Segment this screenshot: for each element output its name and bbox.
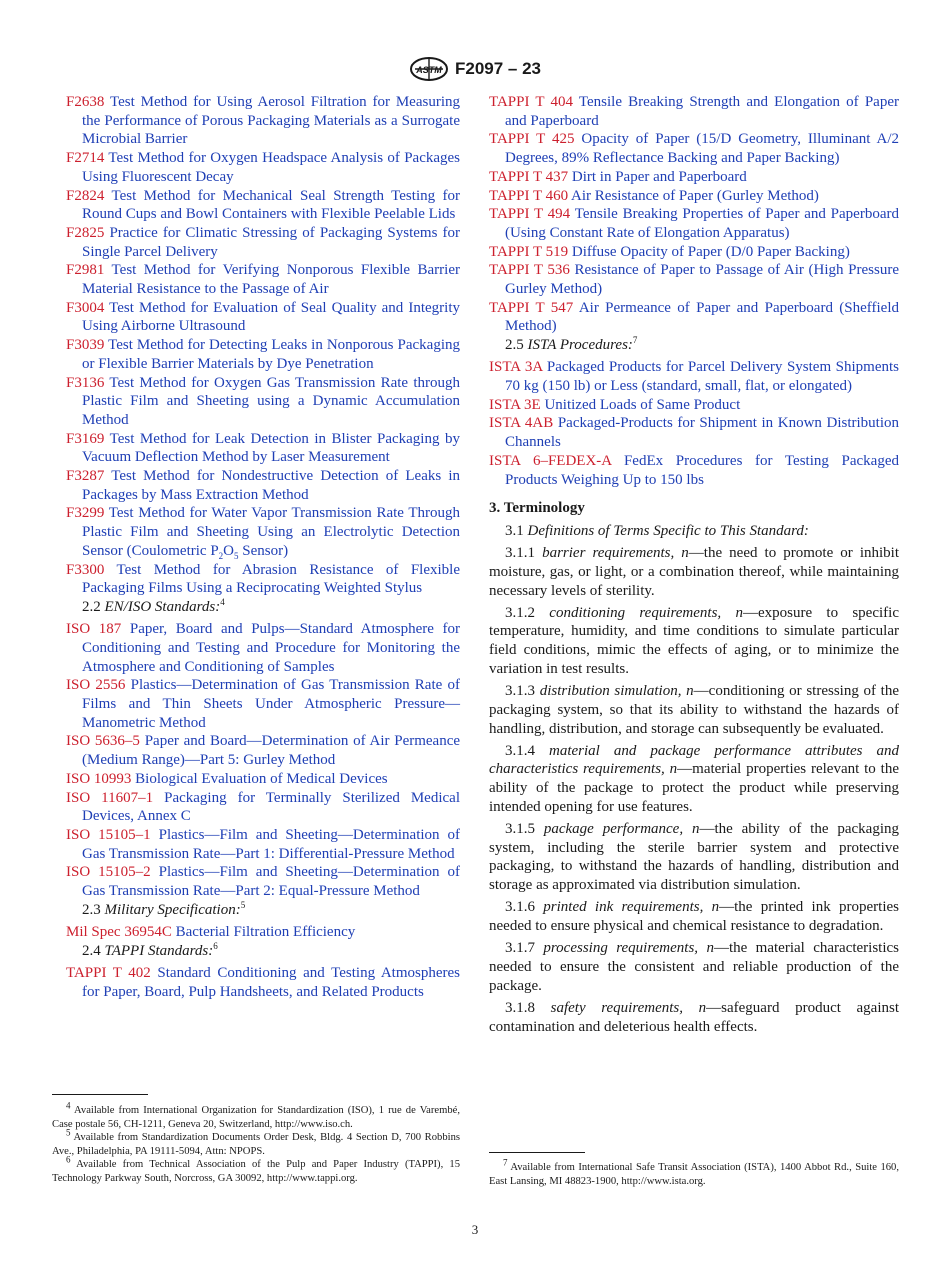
reference-entry[interactable]: [489, 187, 899, 206]
term-definition: [489, 820, 899, 895]
astm-reference-list: [66, 561, 460, 598]
reference-title[interactable]: Test Method for Verifying Nonporous Flexible Barrier Material Resistance to the Passage of Air: [82, 262, 460, 298]
reference-entry[interactable]: [66, 770, 460, 789]
reference-title[interactable]: Test Method for Using Aerosol Filtration for Measuring the Performance of Porous Packaging Materials as a Surrogate Microbial Barrier: [82, 94, 460, 148]
reference-title[interactable]: Plastics—Film and Sheeting—Determination of Gas Transmission Rate—Part 1: Differential-Pressure Method: [82, 826, 461, 862]
reference-entry[interactable]: [66, 224, 460, 261]
term-name: package performance, n: [543, 821, 700, 838]
footnotes-left: [52, 1100, 460, 1185]
term-text: —the ability of the packaging system, including the sterile barrier system and protective packaging, to withstand the hazards of handling, distribution and storage as approximated via distribution simulation.: [489, 821, 899, 894]
term-name: barrier requirements, n: [542, 545, 689, 562]
term-number: 3.1.5: [505, 821, 535, 838]
reference-title[interactable]: Test Method for Abrasion Resistance of Flexible Packaging Films Using a Reciprocating Weighted Stylus: [82, 561, 460, 597]
reference-title[interactable]: Test Method for Evaluation of Seal Quality and Integrity Using Airborne Ultrasound: [82, 299, 460, 335]
reference-entry[interactable]: [489, 452, 899, 489]
reference-title[interactable]: FedEx Procedures for Testing Packaged Products Weighing Up to 150 lbs: [505, 452, 900, 488]
term-text: —the printed ink properties needed to ensure physical and chemical resistance to degradation.: [489, 899, 899, 935]
svg-text:ASTM: ASTM: [416, 65, 442, 75]
reference-entry[interactable]: [489, 261, 899, 298]
reference-code[interactable]: TAPPI T 547: [489, 299, 574, 316]
reference-entry[interactable]: [66, 149, 460, 186]
mil-reference-list: [66, 923, 460, 942]
section-2-3-heading: 2.3 Military Specification:$^5$: [82, 899, 246, 918]
reference-code[interactable]: ISTA 4AB: [489, 415, 554, 432]
reference-code[interactable]: F3169: [66, 430, 105, 447]
reference-title[interactable]: Packaged Products for Parcel Delivery System Shipments 70 kg (150 lb) or Less (standard, small, flat, or elongated): [505, 359, 899, 395]
term-name: printed ink requirements, n: [543, 899, 720, 916]
term-text: —safeguard product against contamination and deleterious health effects.: [489, 999, 900, 1035]
astm-reference-list: [66, 93, 460, 504]
reference-title[interactable]: Paper, Board and Pulps—Standard Atmosphere for Conditioning and Testing and Procedure for Monitoring the Atmosphere and Conditioning of Samples: [82, 621, 461, 675]
term-number: 3.1.6: [505, 899, 535, 916]
reference-entry[interactable]: [489, 396, 899, 415]
reference-code[interactable]: F3039: [66, 337, 105, 354]
reference-entry[interactable]: [66, 676, 460, 732]
reference-title[interactable]: Dirt in Paper and Paperboard: [571, 168, 747, 185]
reference-code[interactable]: ISO 11607–1: [66, 789, 154, 806]
reference-entry[interactable]: [66, 299, 460, 336]
reference-code[interactable]: F2981: [66, 262, 105, 279]
reference-entry[interactable]: [66, 732, 460, 769]
term-number: 3.1.2: [505, 604, 535, 621]
reference-code[interactable]: TAPPI T 460: [489, 187, 569, 204]
footnote-text: Available from Standardization Documents Order Desk, Bldg. 4 Section D, 700 Robbins Ave., Philadelphia, PA 19111-5094, Attn: NPOPS.: [52, 1132, 460, 1157]
reference-entry[interactable]: [66, 430, 460, 467]
reference-entry[interactable]: [66, 923, 460, 942]
reference-code[interactable]: Mil Spec 36954C: [66, 923, 172, 940]
reference-title[interactable]: Unitized Loads of Same Product: [544, 396, 741, 413]
reference-code[interactable]: ISTA 3A: [489, 359, 543, 376]
footnotes-right: [489, 1157, 899, 1188]
reference-code[interactable]: F3004: [66, 299, 105, 316]
reference-title[interactable]: Packaged-Products for Shipment in Known Distribution Channels: [505, 415, 899, 451]
reference-code[interactable]: ISO 5636–5: [66, 733, 140, 750]
reference-code[interactable]: TAPPI T 402: [66, 964, 151, 981]
reference-title[interactable]: Bacterial Filtration Efficiency: [175, 923, 356, 940]
term-number: 3.1.7: [505, 940, 535, 957]
term-name: safety requirements, n: [550, 999, 707, 1016]
reference-code[interactable]: TAPPI T 404: [489, 94, 573, 110]
term-definition: [489, 544, 899, 600]
footnote-text: Available from International Safe Transit Association (ISTA), 1400 Abbot Rd., Suite 160, East Lansing, MI 48823-1900, http://www.ista.org.: [489, 1162, 899, 1187]
term-number: 3.1.1: [505, 545, 535, 562]
reference-title[interactable]: Test Method for Mechanical Seal Strength Testing for Round Cups and Bowl Containers with Flexible Peelable Lids: [82, 187, 460, 223]
reference-code[interactable]: F2714: [66, 150, 105, 167]
term-number: 3.1.4: [505, 742, 535, 759]
reference-title[interactable]: Resistance of Paper to Passage of Air (High Pressure Gurley Method): [505, 262, 899, 298]
term-definition: [489, 742, 899, 817]
reference-code[interactable]: ISO 2556: [66, 677, 126, 694]
section-2-5-heading: 2.5 ISTA Procedures:$^7$: [505, 335, 638, 354]
reference-code[interactable]: ISO 15105–1: [66, 826, 151, 843]
reference-title[interactable]: Test Method for Water Vapor Transmission Rate Through Plastic Film and Sheeting Using an Electrolytic Detection Sensor (Coulometric $P_2O_5$ Sensor): [82, 505, 460, 561]
reference-entry[interactable]: [66, 826, 460, 863]
reference-title[interactable]: Air Resistance of Paper (Gurley Method): [571, 187, 819, 204]
reference-code[interactable]: F3299: [66, 505, 105, 522]
reference-entry[interactable]: [66, 863, 460, 900]
reference-entry[interactable]: [489, 130, 899, 167]
reference-entry[interactable]: [489, 93, 899, 130]
reference-entry[interactable]: [66, 93, 460, 149]
reference-title[interactable]: Test Method for Nondestructive Detection of Leaks in Packages by Mass Extraction Method: [82, 468, 461, 503]
footnote-text: Available from Technical Association of the Pulp and Paper Industry (TAPPI), 15 Technology Parkway South, Norcross, GA 30092, http://www.tappi.org.: [52, 1159, 460, 1184]
term-name: material and package performance attributes and characteristics requirements, n: [489, 742, 899, 778]
term-text: —the need to promote or inhibit moisture, gas, or light, or a combination thereof, while maintaining necessary levels of sterility.: [489, 545, 900, 599]
term-text: —exposure to specific temperature, humidity, and time conditions to simulate particular field conditions, mimic the effects of aging, or to minimize the variation in test results.: [489, 604, 899, 677]
reference-title[interactable]: Biological Evaluation of Medical Devices: [135, 770, 388, 787]
reference-title[interactable]: Diffuse Opacity of Paper (D/0 Paper Backing): [571, 243, 850, 260]
reference-entry[interactable]: [66, 504, 460, 560]
iso-reference-list: [66, 620, 460, 901]
reference-code[interactable]: ISO 15105–2: [66, 864, 151, 881]
reference-title[interactable]: Tensile Breaking Properties of Paper and Paperboard (Using Constant Rate of Elongation Apparatus): [505, 206, 899, 241]
reference-entry[interactable]: [489, 243, 899, 262]
page-header: [0, 56, 950, 82]
reference-title[interactable]: Paper and Board—Determination of Air Permeance (Medium Range)—Part 5: Gurley Method: [82, 733, 461, 769]
footnote: [489, 1157, 899, 1188]
term-text: —material properties relevant to the ability of the package to protect the product while preserving intended opening for use features.: [489, 761, 899, 815]
reference-entry[interactable]: [66, 789, 460, 826]
reference-code[interactable]: F2825: [66, 224, 105, 241]
reference-code[interactable]: F2824: [66, 187, 105, 204]
reference-code[interactable]: TAPPI T 536: [489, 262, 570, 279]
reference-title[interactable]: Practice for Climatic Stressing of Packaging Systems for Single Parcel Delivery: [82, 224, 461, 260]
reference-code[interactable]: F3136: [66, 374, 105, 391]
reference-title[interactable]: Test Method for Detecting Leaks in Nonporous Packaging or Flexible Barrier Materials by Dye Penetration: [82, 337, 461, 372]
footnote: [52, 1154, 460, 1185]
reference-entry[interactable]: [66, 467, 460, 504]
term-name: distribution simulation, n: [539, 683, 694, 700]
left-column: [66, 93, 460, 1001]
reference-code[interactable]: F3287: [66, 468, 105, 485]
footnote: [52, 1127, 460, 1158]
reference-title[interactable]: Test Method for Oxygen Headspace Analysis of Packages Using Fluorescent Decay: [82, 150, 461, 185]
footnote: [52, 1100, 460, 1131]
reference-title[interactable]: Standard Conditioning and Testing Atmospheres for Paper, Board, Pulp Handsheets, and Related Products: [82, 964, 460, 1000]
section-2-4-heading: 2.4 TAPPI Standards:$^6$: [82, 940, 218, 959]
reference-entry[interactable]: [489, 358, 899, 395]
section-3-heading: 3. Terminology: [489, 500, 585, 517]
term-number: 3.1.8: [505, 999, 535, 1016]
reference-entry[interactable]: [489, 414, 899, 451]
reference-entry[interactable]: [66, 620, 460, 676]
reference-title[interactable]: Test Method for Leak Detection in Blister Packaging by Vacuum Deflection Method by Laser Measurement: [82, 430, 460, 466]
term-definition: [489, 898, 899, 935]
reference-entry[interactable]: [489, 205, 899, 242]
term-number: 3.1.3: [505, 683, 535, 700]
term-definition: [489, 939, 899, 995]
reference-entry[interactable]: [66, 964, 460, 1001]
term-definition: [489, 682, 899, 738]
reference-title[interactable]: Plastics—Film and Sheeting—Determination of Gas Transmission Rate—Part 2: Equal-Pressure Method: [82, 864, 461, 900]
reference-entry[interactable]: [489, 168, 899, 187]
reference-code[interactable]: TAPPI T 494: [489, 206, 571, 223]
terms-list: [489, 544, 899, 1036]
reference-title[interactable]: Plastics—Determination of Gas Transmission Rate of Films and Thin Sheets Under Atmospheric Pressure—Manometric Method: [82, 677, 461, 731]
reference-title[interactable]: Opacity of Paper (15/D Geometry, Illuminant A/2 Degrees, 89% Reflectance Backing and Paper Backing): [505, 131, 899, 167]
reference-title[interactable]: Test Method for Oxygen Gas Transmission Rate through Plastic Film and Sheeting using a Dynamic Accumulation Method: [82, 374, 460, 428]
reference-entry[interactable]: [66, 561, 460, 598]
reference-entry[interactable]: [66, 261, 460, 298]
term-name: conditioning requirements, n: [549, 604, 743, 621]
reference-code[interactable]: ISTA 3E: [489, 396, 541, 413]
reference-code[interactable]: ISO 187: [66, 621, 122, 638]
reference-title[interactable]: Tensile Breaking Strength and Elongation of Paper and Paperboard: [505, 94, 899, 129]
footnote-text: Available from International Organization for Standardization (ISO), 1 rue de Varembé, Case postale 56, CH-1211, Geneva 20, Switzerland, http://www.iso.ch.: [52, 1105, 460, 1130]
section-2-2-heading: 2.2 EN/ISO Standards:$^4$: [82, 596, 225, 615]
term-text: —the material characteristics needed to ensure the consistent and reliable production of the package.: [489, 940, 900, 994]
document-id: F2097 – 23: [454, 59, 541, 78]
reference-code[interactable]: TAPPI T 425: [489, 131, 575, 148]
footnote-number: 5: [66, 1127, 71, 1138]
reference-code[interactable]: F3300: [66, 561, 105, 578]
section-3-1-heading: 3.1 Definitions of Terms Specific to This Standard:: [505, 522, 809, 539]
footnote-number: 4: [66, 1100, 71, 1111]
page-number: 3: [471, 1222, 479, 1237]
reference-code[interactable]: TAPPI T 519: [489, 243, 569, 260]
reference-code[interactable]: ISO 10993: [66, 770, 132, 787]
right-column: [489, 93, 899, 1040]
astm-logo-icon: [409, 56, 449, 82]
reference-entry[interactable]: [489, 299, 899, 336]
term-text: —conditioning or stressing of the packaging system, so that its ability to withstand the hazards of handling, distribution, and storage can subsequently be evaluated.: [489, 683, 900, 737]
reference-entry[interactable]: [66, 374, 460, 430]
reference-entry[interactable]: [66, 336, 460, 373]
tappi-reference-list: [66, 964, 460, 1001]
footnote-number: 7: [503, 1157, 508, 1168]
term-definition: [489, 999, 899, 1036]
reference-code[interactable]: F2638: [66, 94, 105, 110]
reference-title[interactable]: Air Permeance of Paper and Paperboard (Sheffield Method): [505, 299, 899, 335]
footnote-number: 6: [66, 1154, 71, 1165]
tappi-reference-list: [489, 93, 899, 336]
ista-reference-list: [489, 358, 899, 489]
reference-code[interactable]: ISTA 6–FEDEX-A: [489, 452, 612, 469]
reference-title[interactable]: Packaging for Terminally Sterilized Medical Devices, Annex C: [82, 789, 460, 825]
footnote-rule: [52, 1094, 148, 1095]
reference-entry[interactable]: [66, 187, 460, 224]
term-definition: [489, 604, 899, 679]
footnote-rule: [489, 1152, 585, 1153]
reference-code[interactable]: TAPPI T 437: [489, 168, 569, 185]
term-name: processing requirements, n: [543, 940, 714, 957]
